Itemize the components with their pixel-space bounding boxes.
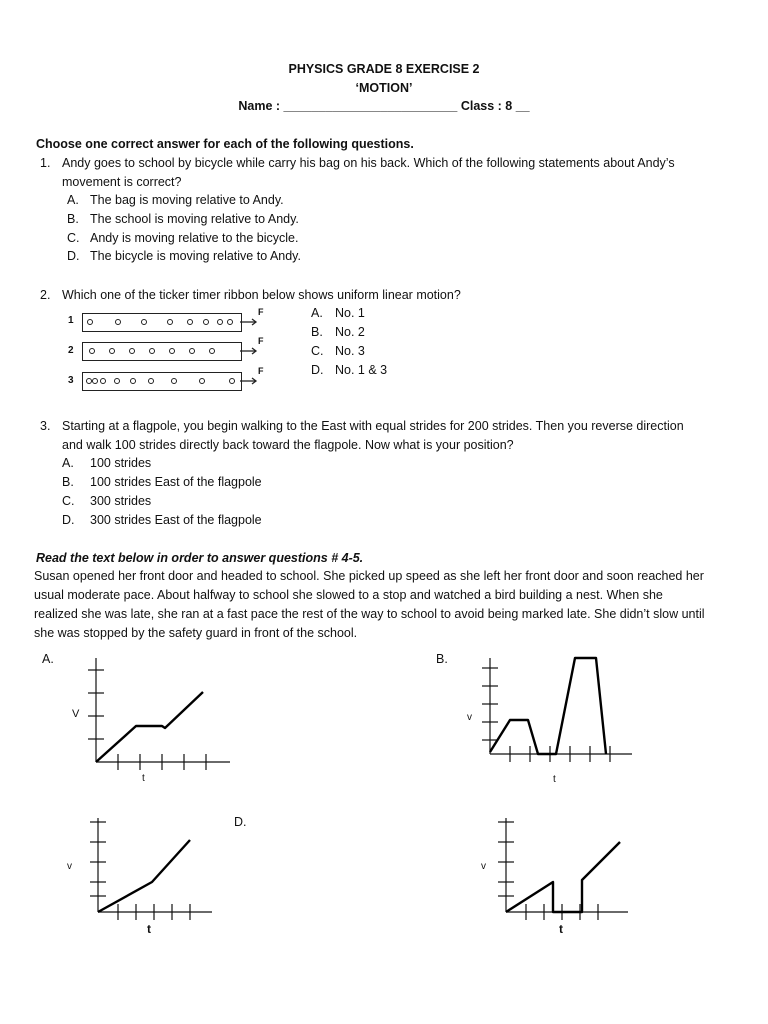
q1-option-a: The bag is moving relative to Andy. <box>90 193 284 207</box>
q1-option-d-letter: D. <box>67 249 80 263</box>
passage-line-3: realized she was late, she ran at a fast pace the rest of the way to school to avoid being marked late. She didn’t slow until <box>34 607 705 621</box>
graph-a-xlabel: t <box>142 773 145 784</box>
q1-option-b-letter: B. <box>67 212 79 226</box>
q1-option-b: The school is moving relative to Andy. <box>90 212 299 226</box>
graph-c-curve <box>98 840 190 912</box>
worksheet-subtitle: ‘MOTION’ <box>355 81 413 95</box>
passage-line-2: usual moderate pace. About halfway to school she slowed to a stop and watched a bird building a nest. When she <box>34 588 663 602</box>
ribbon-1-label: 1 <box>68 315 74 326</box>
q1-option-c-letter: C. <box>67 231 80 245</box>
q2-option-d: No. 1 & 3 <box>335 363 388 377</box>
graph-c-xlabel: t <box>147 922 151 936</box>
ribbon-1-arrow-label: F <box>258 307 264 317</box>
q2-option-a-letter: A. <box>311 306 323 320</box>
graph-b-ylabel: v <box>467 712 472 723</box>
q2-text: Which one of the ticker timer ribbon below shows uniform linear motion? <box>62 288 461 302</box>
graph-b-label: B. <box>436 652 448 666</box>
q3-option-a-letter: A. <box>62 456 74 470</box>
q2-option-c-letter: C. <box>311 344 324 358</box>
graph-d-ylabel: v <box>481 861 486 872</box>
q2-number: 2. <box>40 288 51 302</box>
q1-option-a-letter: A. <box>67 193 79 207</box>
passage-line-4: she was stopped by the safety guard in front of the school. <box>34 626 358 640</box>
graph-d-label: D. <box>234 815 247 829</box>
ribbon-2-label: 2 <box>68 345 74 356</box>
q2-option-c: No. 3 <box>335 344 365 358</box>
q1-number: 1. <box>40 156 51 170</box>
q3-option-a: 100 strides <box>90 456 152 470</box>
passage-line-1: Susan opened her front door and headed to school. She picked up speed as she left her front door and soon reached her <box>34 569 704 583</box>
q2-option-b: No. 2 <box>335 325 365 339</box>
q2-option-a: No. 1 <box>335 306 365 320</box>
ribbon-3-label: 3 <box>68 375 74 386</box>
graph-d-curve <box>506 842 620 912</box>
q3-option-c-letter: C. <box>62 494 75 508</box>
graph-b-curve <box>490 658 606 754</box>
graph-a-label: A. <box>42 652 54 666</box>
graph-c-ylabel: v <box>67 861 72 872</box>
ribbon-2-arrow-label: F <box>258 336 264 346</box>
graph-a-ylabel: V <box>72 708 80 720</box>
name-class-line: Name : _________________________ Class : 8 __ <box>238 99 530 113</box>
q3-option-c: 300 strides <box>90 494 152 508</box>
q2-option-d-letter: D. <box>311 363 324 377</box>
q1-option-c: Andy is moving relative to the bicycle. <box>90 231 299 245</box>
worksheet-title: PHYSICS GRADE 8 EXERCISE 2 <box>288 62 480 76</box>
q1-text-line1: Andy goes to school by bicycle while carry his bag on his back. Which of the following statements about Andy’s <box>62 156 675 170</box>
q3-option-d-letter: D. <box>62 513 75 527</box>
q3-option-b: 100 strides East of the flagpole <box>90 475 262 489</box>
q1-option-d: The bicycle is moving relative to Andy. <box>90 249 301 263</box>
ribbon-3-arrow-label: F <box>258 366 264 376</box>
instructions: Choose one correct answer for each of the following questions. <box>36 137 414 151</box>
q3-number: 3. <box>40 419 51 433</box>
graph-d-xlabel: t <box>559 922 563 936</box>
q1-text-line2: movement is correct? <box>62 175 182 189</box>
q3-option-b-letter: B. <box>62 475 74 489</box>
q2-option-b-letter: B. <box>311 325 323 339</box>
graph-b-xlabel: t <box>553 774 556 785</box>
passage-heading: Read the text below in order to answer questions # 4-5. <box>36 551 364 565</box>
q3-text-line1: Starting at a flagpole, you begin walking to the East with equal strides for 200 strides. Then you reverse direction <box>62 419 684 433</box>
q3-option-d: 300 strides East of the flagpole <box>90 513 262 527</box>
graph-a-curve <box>96 692 203 762</box>
q3-text-line2: and walk 100 strides directly back toward the flagpole. Now what is your position? <box>62 438 514 452</box>
